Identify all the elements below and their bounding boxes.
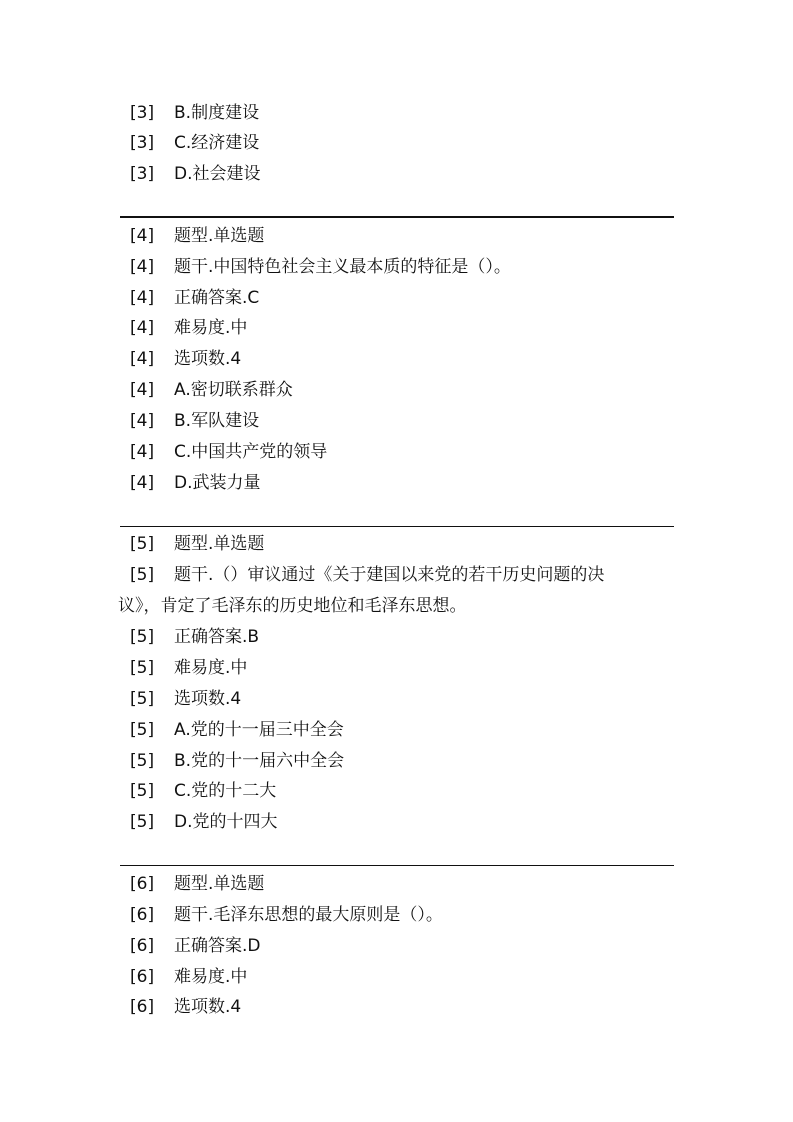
item-number: [6]	[130, 936, 155, 956]
item-number: [3]	[130, 103, 155, 123]
item-number: [6]	[130, 874, 155, 894]
item-text: B.党的十一届六中全会	[174, 751, 345, 771]
item-text: 题干.（）审议通过《关于建国以来党的若干历史问题的决	[174, 565, 605, 585]
item-number: [5]	[130, 627, 155, 647]
item-text-continuation: 议》，肯定了毛泽东的历史地位和毛泽东思想。	[118, 596, 467, 616]
item-text: 选项数.4	[174, 349, 242, 369]
item-text: C.党的十二大	[174, 781, 277, 801]
item-number: [3]	[130, 133, 155, 153]
item-number: [4]	[130, 473, 155, 493]
item-text: 正确答案.D	[174, 936, 261, 956]
item-text: C.中国共产党的领导	[174, 442, 328, 462]
item-number: [4]	[130, 411, 155, 431]
item-text: B.制度建设	[174, 103, 260, 123]
item-number: [6]	[130, 905, 155, 925]
item-number: [5]	[130, 812, 155, 832]
item-text: 难易度.中	[174, 318, 248, 338]
item-text: C.经济建设	[174, 133, 260, 153]
item-text: A.党的十一届三中全会	[174, 720, 344, 740]
item-number: [4]	[130, 442, 155, 462]
item-number: [3]	[130, 164, 155, 184]
item-number: [5]	[130, 658, 155, 678]
item-number: [5]	[130, 781, 155, 801]
item-text: 难易度.中	[174, 658, 248, 678]
item-number: [6]	[130, 997, 155, 1017]
item-text: 题型.单选题	[174, 226, 265, 246]
item-text: 选项数.4	[174, 689, 242, 709]
item-number: [5]	[130, 751, 155, 771]
item-number: [5]	[130, 534, 155, 554]
item-text: 题型.单选题	[174, 874, 265, 894]
item-text: 正确答案.B	[174, 627, 260, 647]
item-text: D.党的十四大	[174, 812, 278, 832]
item-number: [5]	[130, 689, 155, 709]
question-divider	[120, 865, 674, 866]
item-number: [4]	[130, 288, 155, 308]
question-divider	[120, 526, 674, 527]
item-number: [4]	[130, 380, 155, 400]
item-text: D.武装力量	[174, 473, 261, 493]
item-number: [4]	[130, 318, 155, 338]
item-number: [4]	[130, 349, 155, 369]
item-text: 正确答案.C	[174, 288, 260, 308]
question-divider	[120, 216, 674, 218]
item-number: [4]	[130, 226, 155, 246]
item-text: 难易度.中	[174, 967, 248, 987]
item-number: [5]	[130, 720, 155, 740]
item-text: B.军队建设	[174, 411, 260, 431]
item-number: [6]	[130, 967, 155, 987]
item-text: 题干.中国特色社会主义最本质的特征是（）。	[174, 257, 511, 277]
item-text: 选项数.4	[174, 997, 242, 1017]
item-text: A.密切联系群众	[174, 380, 293, 400]
item-text: 题干.毛泽东思想的最大原则是（）。	[174, 905, 443, 925]
item-text: D.社会建设	[174, 164, 261, 184]
item-text: 题型.单选题	[174, 534, 265, 554]
item-number: [4]	[130, 257, 155, 277]
item-number: [5]	[130, 565, 155, 585]
